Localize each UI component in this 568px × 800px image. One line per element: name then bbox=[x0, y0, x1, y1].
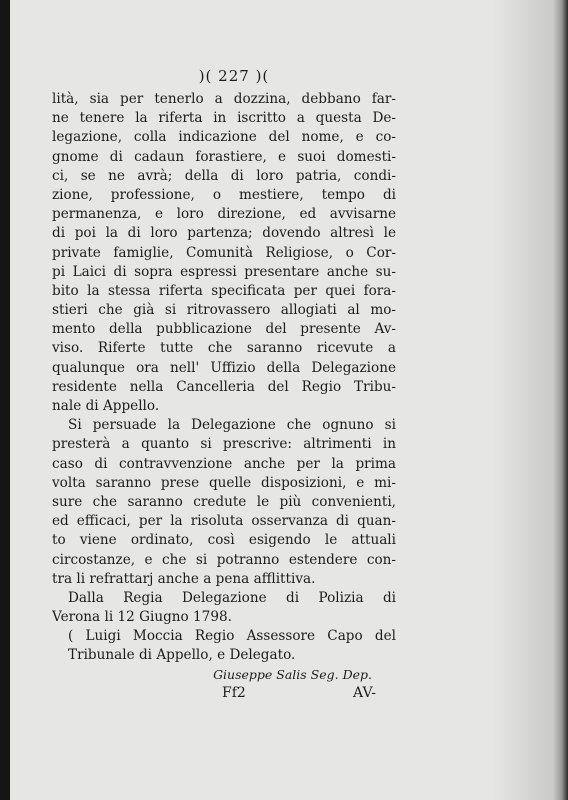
text-line: private famiglie, Comunità Religiose, o Cor- bbox=[52, 244, 396, 261]
text-line: tra li refrattarj anche a pena afflittiva. bbox=[52, 570, 316, 587]
text-line: Tribunale di Appello, e Delegato. bbox=[68, 647, 296, 664]
text-line: lità, sia per tenerlo a dozzina, debbano far- bbox=[52, 91, 396, 107]
book-page bbox=[10, 0, 552, 800]
text-line: gnome di cadaun forastiere, e suoi domesti- bbox=[52, 148, 396, 165]
page-footer bbox=[52, 683, 396, 703]
text-line: legazione, colla indicazione del nome, e co- bbox=[52, 129, 396, 146]
text-line: ne tenere la riferta in iscritto a questa De- bbox=[52, 110, 396, 127]
text-line: stieri che già si ritrovassero allogiati al mo- bbox=[52, 302, 396, 319]
text-line: circostanze, e che si potranno estendere con- bbox=[52, 551, 396, 568]
text-line: nale di Appello. bbox=[52, 398, 160, 414]
text-line: residente nella Cancelleria del Regio Tribu- bbox=[52, 378, 396, 395]
text-line: ed efficaci, per la risoluta osservanza di quan- bbox=[52, 513, 396, 530]
text-line: ci, se ne avrà; della di loro patria, condi- bbox=[52, 167, 396, 184]
text-line: qualunque ora nell' Uffizio della Delegazione bbox=[52, 359, 396, 376]
page-header: )( 227 )( bbox=[198, 67, 270, 85]
signature-mark: Ff2 bbox=[222, 684, 246, 701]
text-line: to viene ordinato, così esigendo le attuali bbox=[52, 532, 396, 549]
text-line: Si persuade la Delegazione che ognuno si bbox=[68, 417, 396, 434]
text-line: mento della pubblicazione del presente Av- bbox=[52, 321, 396, 338]
text-line: zione, professione, o mestiere, tempo di bbox=[52, 186, 396, 203]
text-line: di poi la di loro partenza; dovendo altresì le bbox=[52, 225, 396, 242]
page-text bbox=[52, 62, 396, 703]
text-line: ( Luigi Moccia Regio Assessore Capo del bbox=[68, 628, 396, 645]
text-line: Verona li 12 Giugno 1798. bbox=[52, 609, 232, 626]
text-line: viso. Riferte tutte che saranno ricevute a bbox=[52, 340, 396, 357]
text-line: Dalla Regia Delegazione di Polizia di bbox=[68, 589, 396, 606]
text-line: permanenza, e loro direzione, ed avvisarne bbox=[52, 206, 396, 223]
catchword: AV- bbox=[353, 684, 376, 701]
book-spine bbox=[552, 0, 568, 800]
text-line: sure che saranno credute le più convenienti, bbox=[52, 493, 396, 510]
body-text bbox=[52, 90, 396, 666]
text-line: bito la stessa riferta specificata per quei fora- bbox=[52, 282, 396, 299]
text-line: volta saranno prese quelle disposizioni, e mi- bbox=[52, 474, 396, 491]
text-line: presterà a quanto si prescrive: altrimenti in bbox=[52, 436, 396, 453]
text-line: pi Laici di sopra espressi presentare anche su- bbox=[52, 263, 396, 280]
page-shadow bbox=[492, 0, 552, 800]
signature: Giuseppe Salis Seg. Dep. bbox=[213, 666, 372, 682]
text-line: caso di contravvenzione anche per la prima bbox=[52, 455, 396, 472]
